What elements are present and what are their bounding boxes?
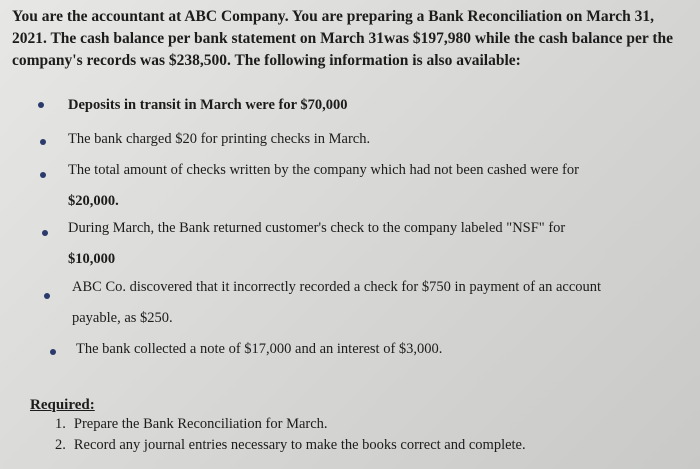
item-line: The bank collected a note of $17,000 and an interest of $3,000.	[76, 341, 443, 357]
task-number: 1.	[55, 416, 66, 432]
task-item	[55, 414, 526, 435]
task-item	[55, 435, 526, 456]
item-line: The total amount of checks written by the company which had not been cashed were for	[68, 162, 579, 178]
bullet-icon	[50, 349, 56, 355]
required-tasks	[55, 414, 526, 456]
bullet-icon	[42, 230, 48, 236]
list-item	[76, 334, 696, 365]
list-item	[72, 272, 692, 334]
item-line: Deposits in transit in March were for $70,000	[68, 97, 348, 113]
item-line-continued: $20,000.	[68, 193, 119, 209]
bullet-icon	[44, 293, 50, 299]
list-item	[68, 155, 688, 217]
item-line: During March, the Bank returned customer's check to the company labeled "NSF" for	[68, 220, 566, 236]
item-line-continued: $10,000	[68, 251, 116, 267]
item-line: The bank charged $20 for printing checks in March.	[68, 131, 371, 147]
bullet-icon	[40, 172, 46, 178]
list-item	[68, 213, 688, 275]
task-number: 2.	[55, 437, 66, 453]
bullet-icon	[38, 102, 44, 108]
intro-paragraph: You are the accountant at ABC Company. You are preparing a Bank Reconciliation on March 31, 2021. The cash balance per bank statement on March 31was $197,980 while the cash balance per the company's records was $238,500. The following information is also available:	[12, 8, 674, 69]
item-line-continued: payable, as $250.	[72, 310, 173, 326]
bullet-icon	[40, 139, 46, 145]
list-item	[68, 124, 688, 155]
required-heading: Required:	[30, 397, 95, 413]
item-line: ABC Co. discovered that it incorrectly recorded a check for $750 in payment of an account	[72, 279, 602, 295]
task-text: Record any journal entries necessary to make the books correct and complete.	[73, 437, 526, 453]
task-text: Prepare the Bank Reconciliation for March.	[73, 416, 328, 432]
list-item	[68, 90, 688, 121]
